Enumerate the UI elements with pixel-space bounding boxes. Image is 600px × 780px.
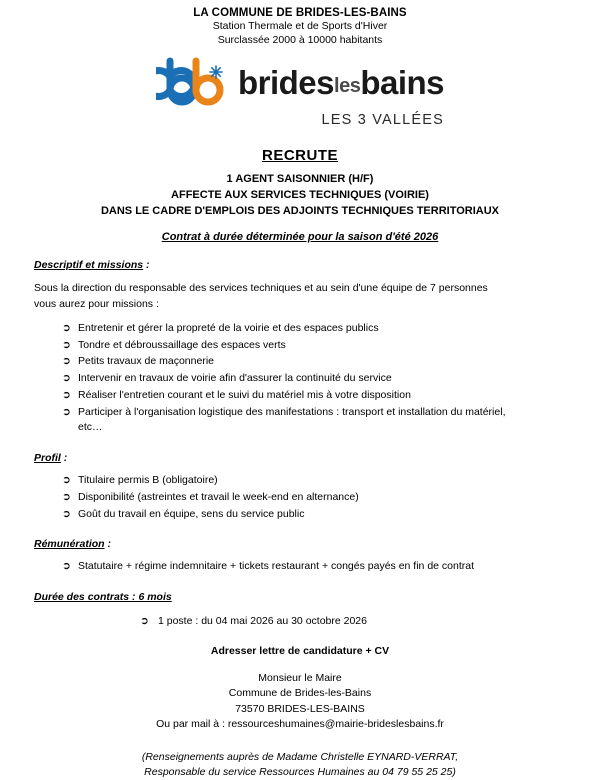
section-title-descriptif-suffix: : — [143, 259, 150, 272]
footer-line-1: (Renseignements auprès de Madame Christelle EYNARD-VERRAT, — [141, 751, 459, 763]
brides-bb-logo-icon — [156, 57, 230, 109]
section-title-duree — [34, 591, 578, 603]
logo — [22, 57, 578, 129]
list-item — [62, 371, 578, 387]
section-title-remuneration — [34, 538, 578, 550]
duree-item-label: 1 poste : du 04 mai 2026 au 30 octobre 2026 — [158, 615, 367, 628]
bullet-arrow-icon: ➲ — [62, 321, 71, 334]
descriptif-intro-line-1: Sous la direction du responsable des services techniques et au sein d'une équipe de 7 personnes — [34, 282, 488, 295]
list-item-label: Titulaire permis B (obligatoire) — [78, 474, 218, 487]
adresse-line-3: 73570 BRIDES-LES-BAINS — [235, 702, 365, 715]
section-title-descriptif — [34, 259, 578, 271]
bullet-arrow-icon: ➲ — [62, 490, 71, 503]
bullet-arrow-icon: ➲ — [62, 507, 71, 520]
list-item-label: Statutaire + régime indemnitaire + tickets restaurant + congés payés en fin de contrat — [78, 560, 475, 573]
section-title-profil-text: Profil — [34, 452, 61, 465]
logo-word-brides: brides — [237, 64, 335, 102]
bullet-arrow-icon: ➲ — [62, 474, 71, 487]
section-title-profil-suffix: : — [60, 452, 68, 465]
bullet-arrow-icon: ➲ — [62, 560, 71, 573]
contrat-line: Contrat à durée déterminée pour la saison d'été 2026 — [161, 231, 439, 244]
logo-word-les: les — [334, 75, 361, 98]
section-title-remuneration-suffix: : — [104, 538, 112, 551]
adresse-line-2: Commune de Brides-les-Bains — [228, 687, 372, 700]
adresse-email-line: Ou par mail à : ressourceshumaines@mairie-brideslesbains.fr — [156, 717, 444, 730]
bullet-arrow-icon: ➲ — [62, 372, 71, 385]
footer-line-2: Responsable du service Ressources Humaines au 04 79 55 25 25) — [144, 766, 456, 779]
document-header — [22, 6, 578, 47]
commune-subtitle-1: Station Thermale et de Sports d'Hiver — [212, 20, 388, 33]
bullet-arrow-icon: ➲ — [62, 338, 71, 351]
list-item — [62, 559, 578, 575]
section-title-descriptif-text: Descriptif et missions — [34, 259, 144, 272]
descriptif-intro — [34, 281, 578, 311]
list-item-label: Petits travaux de maçonnerie — [78, 355, 214, 368]
list-item — [62, 473, 578, 489]
adresse-line-1: Monsieur le Maire — [258, 672, 342, 685]
bullet-arrow-icon: ➲ — [62, 355, 71, 368]
adresser-title: Adresser lettre de candidature + CV — [210, 645, 390, 658]
logo-tagline: LES 3 VALLÉES — [321, 112, 445, 129]
list-item-label: Participer à l'organisation logistique des manifestations : transport et installation du matériel, — [78, 405, 506, 418]
list-item-label: Tondre et débroussaillage des espaces verts — [78, 338, 286, 351]
poste-block — [22, 172, 578, 220]
list-item — [62, 507, 578, 523]
list-item — [62, 338, 578, 354]
list-item — [62, 354, 578, 370]
logo-word-bains: bains — [360, 64, 445, 102]
list-item — [62, 405, 578, 437]
list-item — [62, 490, 578, 506]
poste-line-3: DANS LE CADRE D'EMPLOIS DES ADJOINTS TECHNIQUES TERRITORIAUX — [100, 204, 500, 217]
section-title-profil — [34, 452, 578, 464]
list-item — [62, 321, 578, 337]
adresse-block — [22, 671, 578, 732]
list-item — [62, 388, 578, 404]
list-item-label: Intervenir en travaux de voirie afin d'assurer la continuité du service — [78, 372, 392, 385]
profil-list — [22, 473, 578, 522]
logo-inner — [156, 57, 445, 129]
descriptif-list — [22, 321, 578, 436]
list-item-label: Entretenir et gérer la propreté de la voirie et des espaces publics — [78, 321, 379, 334]
duree-item — [140, 615, 578, 627]
bullet-arrow-icon: ➲ — [62, 405, 71, 418]
logo-wordmark — [237, 64, 445, 102]
section-title-remuneration-text: Rémunération — [34, 538, 105, 551]
descriptif-intro-line-2: vous aurez pour missions : — [34, 297, 159, 310]
poste-line-2: AFFECTE AUX SERVICES TECHNIQUES (VOIRIE) — [171, 188, 429, 201]
recrute-title: RECRUTE — [261, 146, 338, 164]
remuneration-list — [22, 559, 578, 575]
poste-line-1: 1 AGENT SAISONNIER (H/F) — [226, 172, 374, 185]
logo-spacer — [22, 109, 578, 131]
section-title-duree-text: Durée des contrats : 6 mois — [34, 591, 172, 604]
list-item-continuation: etc… — [78, 421, 103, 434]
commune-subtitle-2: Surclassée 2000 à 10000 habitants — [217, 33, 383, 46]
list-item-label: Goût du travail en équipe, sens du service public — [78, 507, 305, 520]
list-item-label: Réaliser l'entretien courant et le suivi du matériel mis à votre disposition — [78, 388, 411, 401]
footer-note — [22, 750, 578, 780]
bullet-arrow-icon: ➲ — [62, 388, 71, 401]
bullet-arrow-icon: ➲ — [140, 615, 149, 628]
commune-name: LA COMMUNE DE BRIDES-LES-BAINS — [193, 7, 407, 19]
list-item-label: Disponibilité (astreintes et travail le week-end en alternance) — [78, 490, 359, 503]
